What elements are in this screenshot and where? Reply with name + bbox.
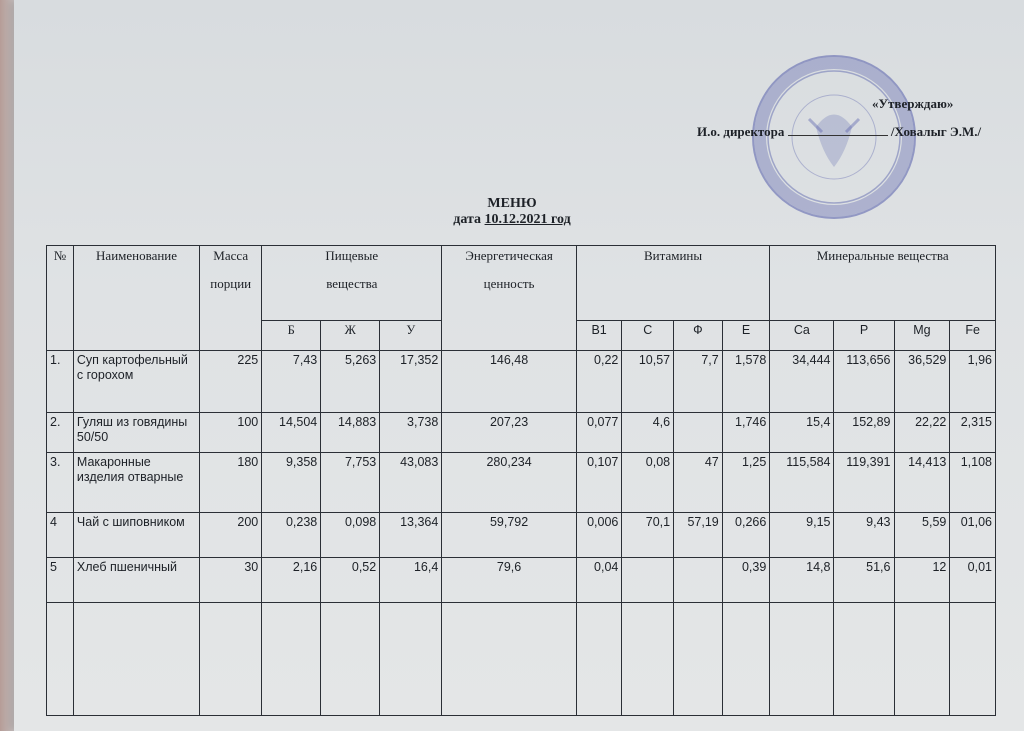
row-name: Макаронные изделия отварные — [73, 453, 199, 513]
row-zh: 5,263 — [321, 351, 380, 413]
director-label: И.о. директора — [697, 124, 785, 139]
col-c: C — [622, 321, 674, 351]
row-f: 57,19 — [674, 513, 723, 558]
row-zh: 0,098 — [321, 513, 380, 558]
row-f: 47 — [674, 453, 723, 513]
col-no: № — [47, 246, 74, 351]
row-c: 0,08 — [622, 453, 674, 513]
row-e: 1,25 — [722, 453, 770, 513]
row-f: 7,7 — [674, 351, 723, 413]
table-row — [47, 558, 996, 603]
signature-line — [788, 125, 888, 136]
menu-table — [46, 245, 996, 716]
row-c: 10,57 — [622, 351, 674, 413]
approve-label: «Утверждаю» — [872, 96, 954, 111]
row-u: 43,083 — [380, 453, 442, 513]
row-c: 70,1 — [622, 513, 674, 558]
row-u: 17,352 — [380, 351, 442, 413]
col-nutrients-line1: Пищевые — [325, 248, 379, 263]
row-p: 9,43 — [834, 513, 894, 558]
row-energy: 79,6 — [442, 558, 577, 603]
row-c: 4,6 — [622, 413, 674, 453]
col-energy — [442, 246, 577, 351]
col-minerals: Минеральные вещества — [770, 246, 996, 321]
col-nutrients-line2: вещества — [326, 276, 378, 291]
date-value: 10.12.2021 год — [484, 212, 571, 227]
row-mass: 180 — [200, 453, 262, 513]
row-fe: 2,315 — [950, 413, 996, 453]
row-b: 2,16 — [262, 558, 321, 603]
row-fe: 0,01 — [950, 558, 996, 603]
row-mg: 5,59 — [894, 513, 950, 558]
row-ca: 15,4 — [770, 413, 834, 453]
row-e: 0,266 — [722, 513, 770, 558]
row-ca: 34,444 — [770, 351, 834, 413]
row-name: Хлеб пшеничный — [73, 558, 199, 603]
table-row — [47, 513, 996, 558]
row-name: Чай с шиповником — [73, 513, 199, 558]
col-fe: Fe — [950, 321, 996, 351]
row-b: 0,238 — [262, 513, 321, 558]
col-mass-line2: порции — [210, 276, 252, 291]
col-zh: Ж — [321, 321, 380, 351]
row-e: 0,39 — [722, 558, 770, 603]
row-b1: 0,04 — [576, 558, 622, 603]
row-mass: 200 — [200, 513, 262, 558]
row-p: 152,89 — [834, 413, 894, 453]
row-energy: 146,48 — [442, 351, 577, 413]
row-zh: 7,753 — [321, 453, 380, 513]
col-nutrients — [262, 246, 442, 321]
col-p: P — [834, 321, 894, 351]
row-u: 3,738 — [380, 413, 442, 453]
row-p: 51,6 — [834, 558, 894, 603]
row-mass: 100 — [200, 413, 262, 453]
row-fe: 1,108 — [950, 453, 996, 513]
row-zh: 14,883 — [321, 413, 380, 453]
row-mass: 30 — [200, 558, 262, 603]
row-no: 1. — [47, 351, 74, 413]
col-e: E — [722, 321, 770, 351]
row-b: 7,43 — [262, 351, 321, 413]
row-mg: 36,529 — [894, 351, 950, 413]
background-edge — [0, 0, 14, 731]
date-line — [0, 212, 1024, 228]
row-no: 4 — [47, 513, 74, 558]
row-e: 1,578 — [722, 351, 770, 413]
col-ca: Ca — [770, 321, 834, 351]
row-ca: 14,8 — [770, 558, 834, 603]
col-b: Б — [262, 321, 321, 351]
col-mass — [200, 246, 262, 351]
row-e: 1,746 — [722, 413, 770, 453]
row-name: Гуляш из говядины 50/50 — [73, 413, 199, 453]
row-ca: 115,584 — [770, 453, 834, 513]
row-u: 16,4 — [380, 558, 442, 603]
row-no: 3. — [47, 453, 74, 513]
row-no: 2. — [47, 413, 74, 453]
table-row — [47, 351, 996, 413]
col-mass-line1: Масса — [213, 248, 249, 263]
row-fe: 01,06 — [950, 513, 996, 558]
row-b: 14,504 — [262, 413, 321, 453]
col-mg: Mg — [894, 321, 950, 351]
page-title: МЕНЮ — [487, 196, 537, 211]
col-energy-line1: Энергетическая — [465, 248, 553, 263]
row-zh: 0,52 — [321, 558, 380, 603]
row-ca: 9,15 — [770, 513, 834, 558]
col-b1: B1 — [576, 321, 622, 351]
row-c — [622, 558, 674, 603]
row-b1: 0,107 — [576, 453, 622, 513]
col-vitamins: Витамины — [576, 246, 769, 321]
row-b1: 0,22 — [576, 351, 622, 413]
row-f — [674, 558, 723, 603]
row-energy: 280,234 — [442, 453, 577, 513]
row-b1: 0,006 — [576, 513, 622, 558]
col-u: У — [380, 321, 442, 351]
empty-row — [47, 603, 996, 716]
date-label: дата — [453, 212, 482, 227]
row-mg: 14,413 — [894, 453, 950, 513]
row-name: Суп картофельный с горохом — [73, 351, 199, 413]
col-f: Ф — [674, 321, 723, 351]
row-p: 119,391 — [834, 453, 894, 513]
row-energy: 207,23 — [442, 413, 577, 453]
row-mg: 22,22 — [894, 413, 950, 453]
row-mg: 12 — [894, 558, 950, 603]
row-u: 13,364 — [380, 513, 442, 558]
row-p: 113,656 — [834, 351, 894, 413]
row-mass: 225 — [200, 351, 262, 413]
director-line — [697, 124, 981, 140]
row-no: 5 — [47, 558, 74, 603]
row-fe: 1,96 — [950, 351, 996, 413]
col-energy-line2: ценность — [483, 276, 535, 291]
table-row — [47, 413, 996, 453]
col-name: Наименование — [73, 246, 199, 351]
row-energy: 59,792 — [442, 513, 577, 558]
row-b: 9,358 — [262, 453, 321, 513]
table-row — [47, 453, 996, 513]
row-b1: 0,077 — [576, 413, 622, 453]
row-f — [674, 413, 723, 453]
director-name: /Ховалыг Э.М./ — [890, 124, 982, 139]
